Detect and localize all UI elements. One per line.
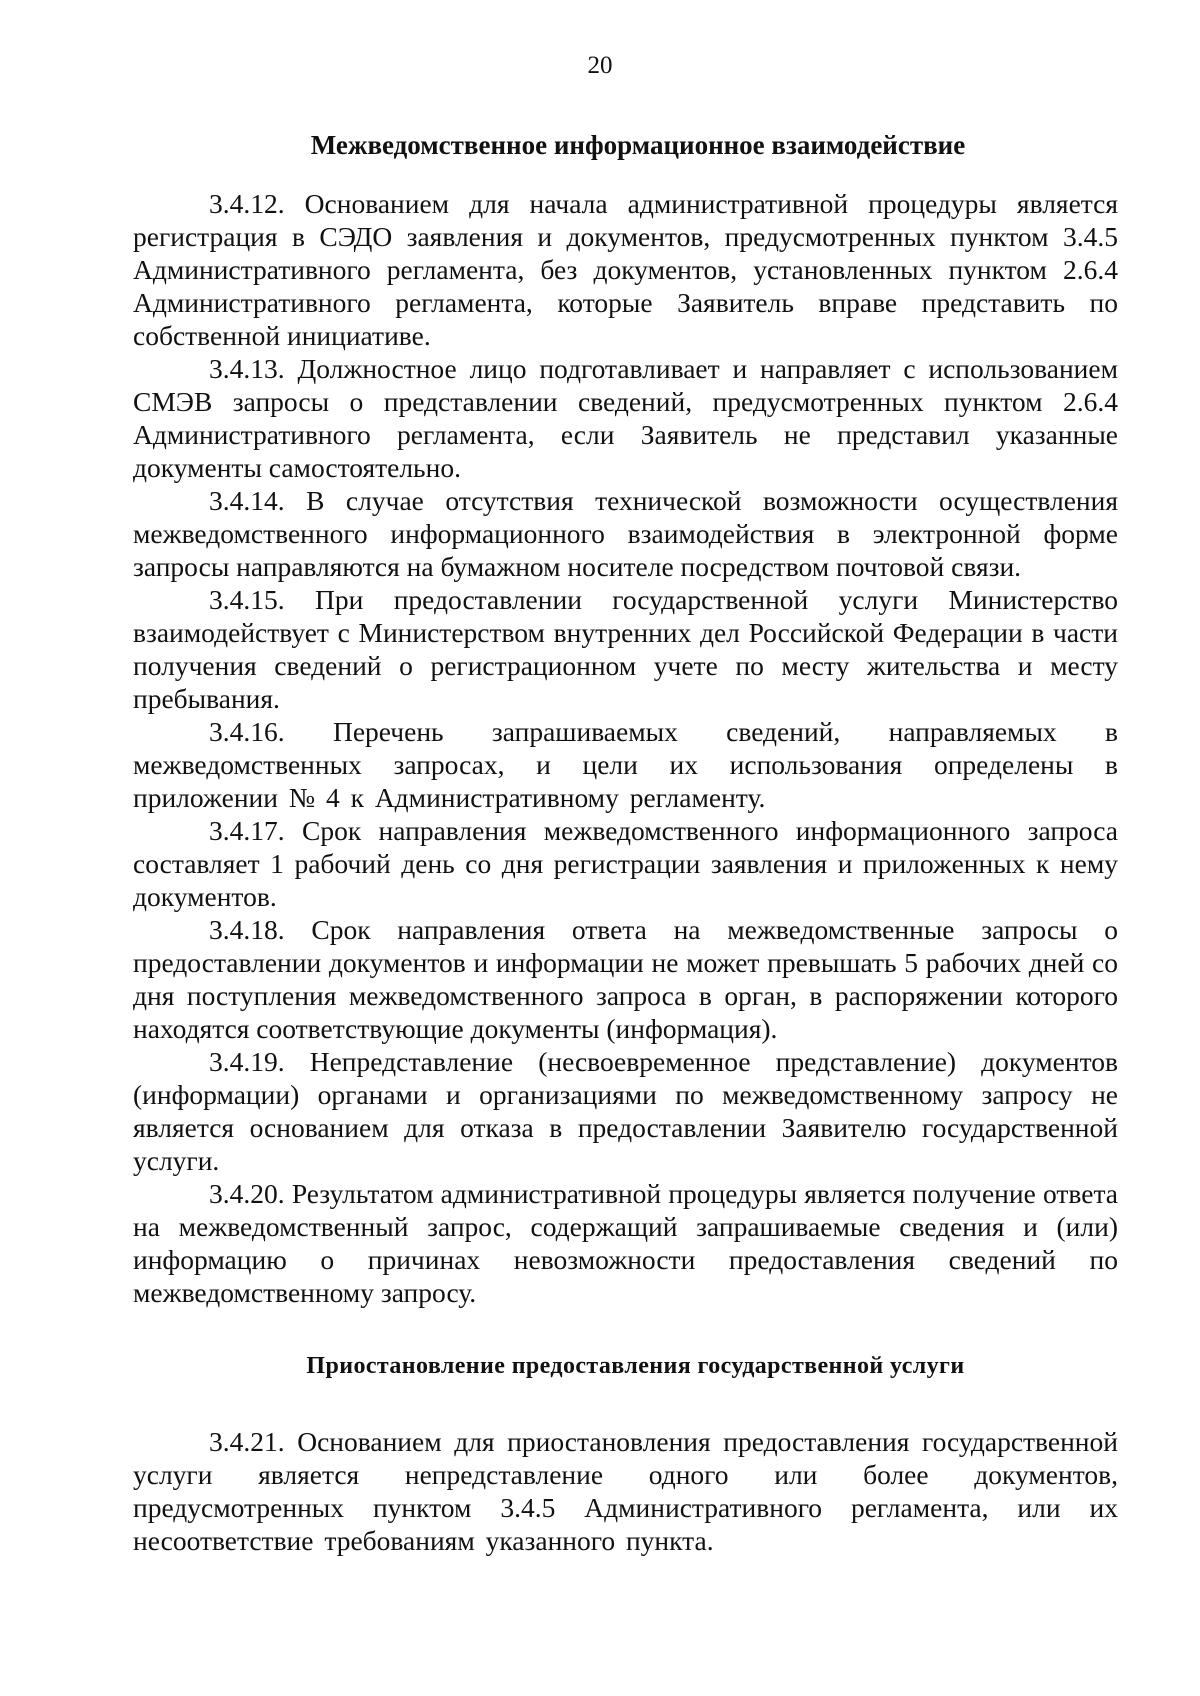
section-heading-suspension: Приостановление предоставления государственной услуги	[306, 1353, 965, 1379]
paragraph-3-4-20: 3.4.20. Результатом административной процедуры является получение ответа на межведомственный запрос, содержащий запрашиваемые сведения и (или) информацию о причинах невозможности предоставления сведений по межведомственному запросу.	[133, 1178, 1118, 1308]
paragraph-3-4-14: 3.4.14. В случае отсутствия технической возможности осуществления межведомственного информационного взаимодействия в электронной форме запросы направляются на бумажном носителе посредством почтовой связи.	[133, 485, 1118, 582]
document-body	[133, 128, 1118, 1557]
paragraph-3-4-13: 3.4.13. Должностное лицо подготавливает и направляет с использованием СМЭВ запросы о представлении сведений, предусмотренных пунктом 2.6.4 Административного регламента, если Заявитель не представил указанные документы самостоятельно.	[133, 353, 1118, 483]
paragraph-3-4-12: 3.4.12. Основанием для начала административной процедуры является регистрация в СЭДО заявления и документов, предусмотренных пунктом 3.4.5 Административного регламента, без документов, установленных пунктом 2.6.4 Административного регламента, которые Заявитель вправе представить по собственной инициативе.	[133, 188, 1118, 351]
page-number: 20	[587, 52, 613, 79]
section-heading-interagency: Межведомственное информационное взаимодействие	[310, 130, 966, 160]
paragraph-3-4-15: 3.4.15. При предоставлении государственной услуги Министерство взаимодействует с Министерством внутренних дел Российской Федерации в части получения сведений о регистрационном учете по месту жительства и месту пребывания.	[133, 584, 1118, 714]
paragraph-3-4-19: 3.4.19. Непредставление (несвоевременное представление) документов (информации) органами и организациями по межведомственному запросу не является основанием для отказа в предоставлении Заявителю государственной услуги.	[133, 1046, 1118, 1176]
paragraph-3-4-21: 3.4.21. Основанием для приостановления предоставления государственной услуги является непредставление одного или более документов, предусмотренных пунктом 3.4.5 Административного регламента, или их несоответствие требованиям указанного пункта.	[133, 1426, 1118, 1556]
paragraph-3-4-17: 3.4.17. Срок направления межведомственного информационного запроса составляет 1 рабочий день со дня регистрации заявления и приложенных к нему документов.	[133, 815, 1118, 912]
paragraph-3-4-18: 3.4.18. Срок направления ответа на межведомственные запросы о предоставлении документов и информации не может превышать 5 рабочих дней со дня поступления межведомственного запроса в орган, в распоряжении которого находятся соответствующие документы (информация).	[133, 914, 1118, 1044]
paragraph-3-4-16: 3.4.16. Перечень запрашиваемых сведений, направляемых в межведомственных запросах, и цели их использования определены в приложении № 4 к Административному регламенту.	[133, 716, 1118, 813]
